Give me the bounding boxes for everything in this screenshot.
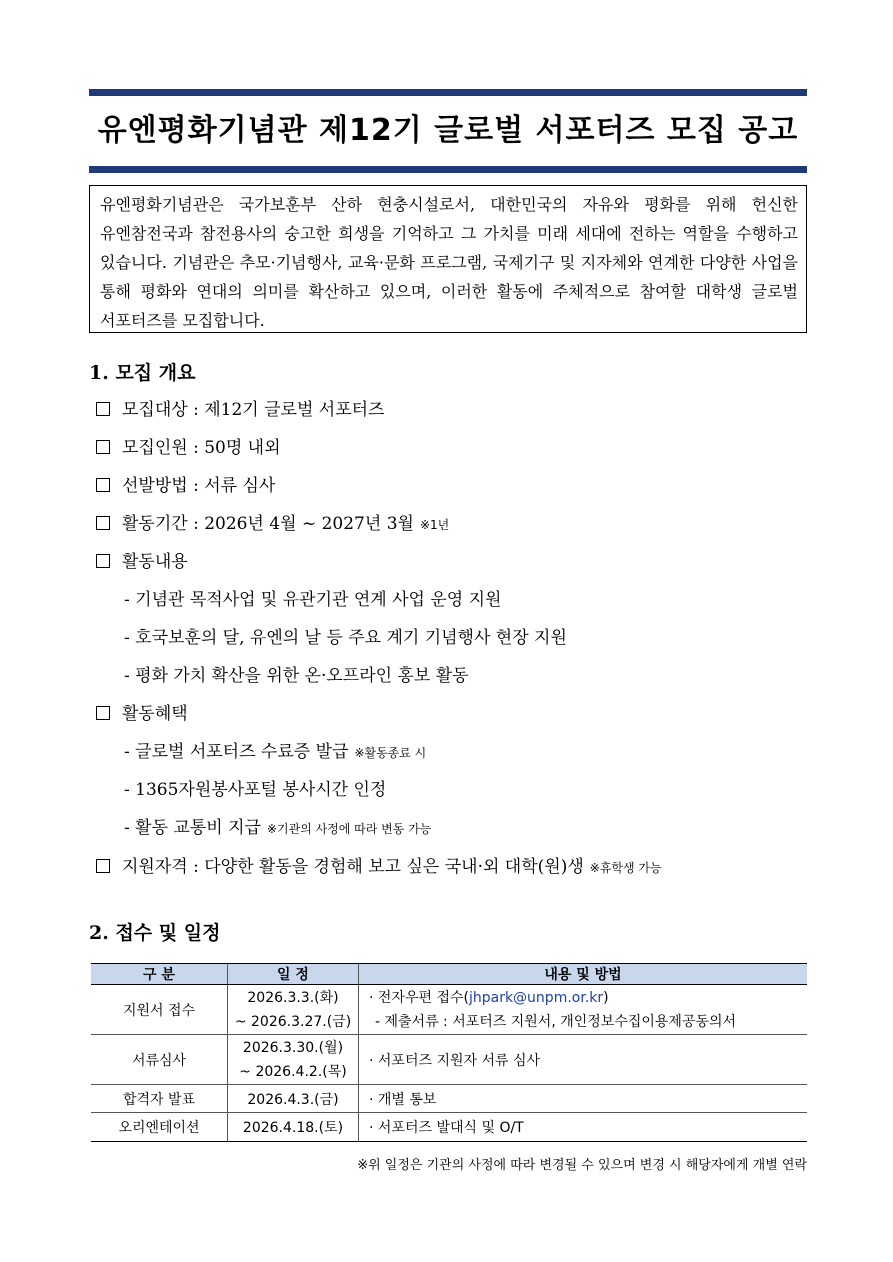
- schedule-table: [91, 963, 807, 1142]
- header-date: 일 정: [228, 964, 359, 985]
- benefit-item: - 1365자원봉사포털 봉사시간 인정: [124, 780, 387, 800]
- email-link[interactable]: jhpark@unpm.or.kr: [468, 989, 604, 1006]
- header-category: 구 분: [91, 964, 228, 985]
- table-row: [91, 1085, 807, 1113]
- row-content: · 서포터즈 지원자 서류 심사: [359, 1035, 808, 1085]
- activity-item: - 기념관 목적사업 및 유관기관 연계 사업 운영 지원: [124, 590, 502, 610]
- header-content: 내용 및 방법: [359, 964, 808, 985]
- intro-box: [89, 185, 807, 333]
- title-rule-bottom: [89, 166, 807, 173]
- bullet-target: 모집대상 : 제12기 글로벌 서포터즈: [96, 398, 384, 422]
- activity-item: - 평화 가치 확산을 위한 온·오프라인 홍보 활동: [124, 666, 469, 686]
- row-date: 2026.3.30.(월) ~ 2026.4.2.(목): [228, 1035, 359, 1085]
- benefit-item: - 글로벌 서포터즈 수료증 발급 ※활동종료 시: [124, 742, 427, 762]
- checkbox-icon: [96, 554, 110, 568]
- period-note: ※1년: [419, 518, 450, 532]
- section2-heading: 2. 접수 및 일정: [89, 922, 221, 944]
- bullet-activities: 활동내용: [96, 550, 188, 574]
- bullet-period: 활동기간 : 2026년 4월 ~ 2027년 3월 ※1년: [96, 512, 449, 537]
- bullet-count: 모집인원 : 50명 내외: [96, 436, 281, 460]
- section1-heading: 1. 모집 개요: [89, 362, 196, 384]
- benefit-item: - 활동 교통비 지급 ※기관의 사정에 따라 변동 가능: [124, 818, 432, 838]
- table-row: [91, 1113, 807, 1142]
- intro-text: 유엔평화기념관은 국가보훈부 산하 현충시설로서, 대한민국의 자유와 평화를 위해 헌신한 유엔참전국과 참전용사의 숭고한 희생을 기억하고 그 가치를 미래 세대에 전하는 역할을 수행하고 있습니다. 기념관은 추모·기념행사, 교육·문화 프로그램, 국제기구 및 지자체와 연계한 다양한 사업을 통해 평화와 연대의 의미를 확산하고 있으며, 이러한 활동에 주체적으로 참여할 대학생 글로벌 서포터즈를 모집합니다.: [100, 195, 798, 330]
- table-row: [91, 1035, 807, 1085]
- checkbox-icon: [96, 478, 110, 492]
- row-category: 합격자 발표: [91, 1085, 228, 1113]
- checkbox-icon: [96, 440, 110, 454]
- schedule-footnote: ※위 일정은 기관의 사정에 따라 변경될 수 있으며 변경 시 해당자에게 개별 연락: [357, 1158, 807, 1173]
- row-content: · 전자우편 접수(jhpark@unpm.or.kr) - 제출서류 : 서포터즈 지원서, 개인정보수집이용제공동의서: [359, 985, 808, 1035]
- checkbox-icon: [96, 516, 110, 530]
- bullet-benefits: 활동혜택: [96, 702, 188, 726]
- row-category: 서류심사: [91, 1035, 228, 1085]
- row-content: · 서포터즈 발대식 및 O/T: [359, 1113, 808, 1142]
- row-date: 2026.4.3.(금): [228, 1085, 359, 1113]
- bullet-eligibility: 지원자격 : 다양한 활동을 경험해 보고 싶은 국내·외 대학(원)생 ※휴학생 가능: [96, 855, 662, 880]
- row-date: 2026.4.18.(토): [228, 1113, 359, 1142]
- page-title: 유엔평화기념관 제12기 글로벌 서포터즈 모집 공고: [97, 113, 799, 148]
- row-category: 지원서 접수: [91, 985, 228, 1035]
- row-category: 오리엔테이션: [91, 1113, 228, 1142]
- bullet-method: 선발방법 : 서류 심사: [96, 474, 275, 498]
- activity-item: - 호국보훈의 달, 유엔의 날 등 주요 계기 기념행사 현장 지원: [124, 628, 567, 648]
- row-content: · 개별 통보: [359, 1085, 808, 1113]
- table-header-row: [91, 964, 807, 985]
- checkbox-icon: [96, 859, 110, 873]
- row-date: 2026.3.3.(화) ~ 2026.3.27.(금): [228, 985, 359, 1035]
- table-row: [91, 985, 807, 1035]
- title-rule-top: [89, 89, 807, 96]
- checkbox-icon: [96, 706, 110, 720]
- checkbox-icon: [96, 402, 110, 416]
- eligibility-note: ※휴학생 가능: [589, 861, 662, 875]
